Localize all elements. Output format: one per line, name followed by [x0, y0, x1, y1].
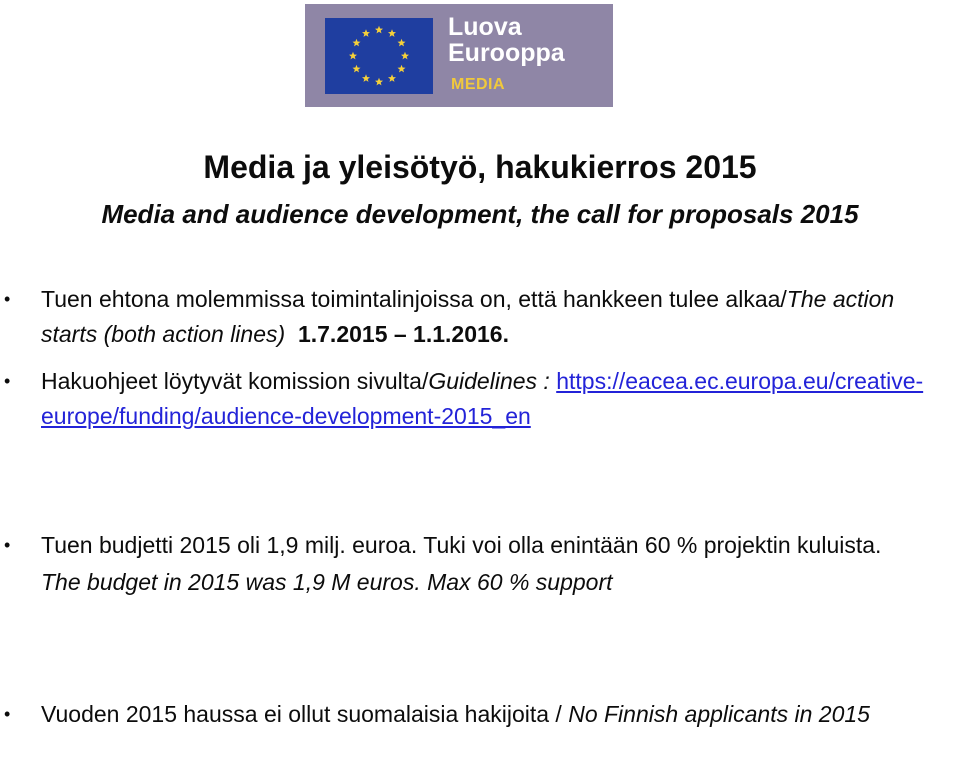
bullet-icon: • — [4, 289, 11, 309]
bullet-start-date — [4, 282, 952, 352]
logo-line-2: Eurooppa — [448, 39, 565, 67]
guidelines-text-fi: Hakuohjeet löytyvät komission sivulta/ — [41, 368, 429, 394]
bullet-budget — [4, 528, 952, 600]
bullet-guidelines — [4, 364, 952, 434]
bullet-icon: • — [4, 535, 11, 555]
budget-text-fi: Tuen budjetti 2015 oli 1,9 milj. euroa. Tuki voi olla enintään 60 % projektin kuluista. — [41, 532, 882, 558]
start-date-text-fi: Tuen ehtona molemmissa toimintalinjoissa on, että hankkeen tulee alkaa/ — [41, 286, 787, 312]
budget-text-en: The budget in 2015 was 1,9 M euros. Max 60 % support — [41, 569, 613, 595]
applicants-text-fi: Vuoden 2015 haussa ei ollut suomalaisia hakijoita / — [41, 701, 569, 727]
page-title: Media ja yleisötyö, hakukierros 2015 — [203, 149, 757, 185]
luova-eurooppa-logo — [305, 4, 613, 107]
start-date-range: 1.7.2015 – 1.1.2016. — [297, 321, 509, 347]
applicants-text-en: No Finnish applicants in 2015 — [568, 701, 870, 727]
guidelines-text-en: Guidelines : — [428, 368, 550, 394]
logo-media-label: MEDIA — [451, 76, 506, 93]
bullet-icon: • — [4, 371, 11, 391]
page-subtitle: Media and audience development, the call for proposals 2015 — [101, 199, 859, 229]
bullet-icon: • — [4, 704, 11, 724]
bullet-applicants — [4, 697, 952, 732]
logo-line-1: Luova — [448, 13, 522, 41]
start-date-text-en: The action starts (both action lines) — [41, 286, 895, 347]
guidelines-link[interactable]: https://eacea.ec.europa.eu/creative-europe/funding/audience-development-2015_en — [41, 368, 924, 429]
logo-wordmark — [448, 14, 565, 66]
